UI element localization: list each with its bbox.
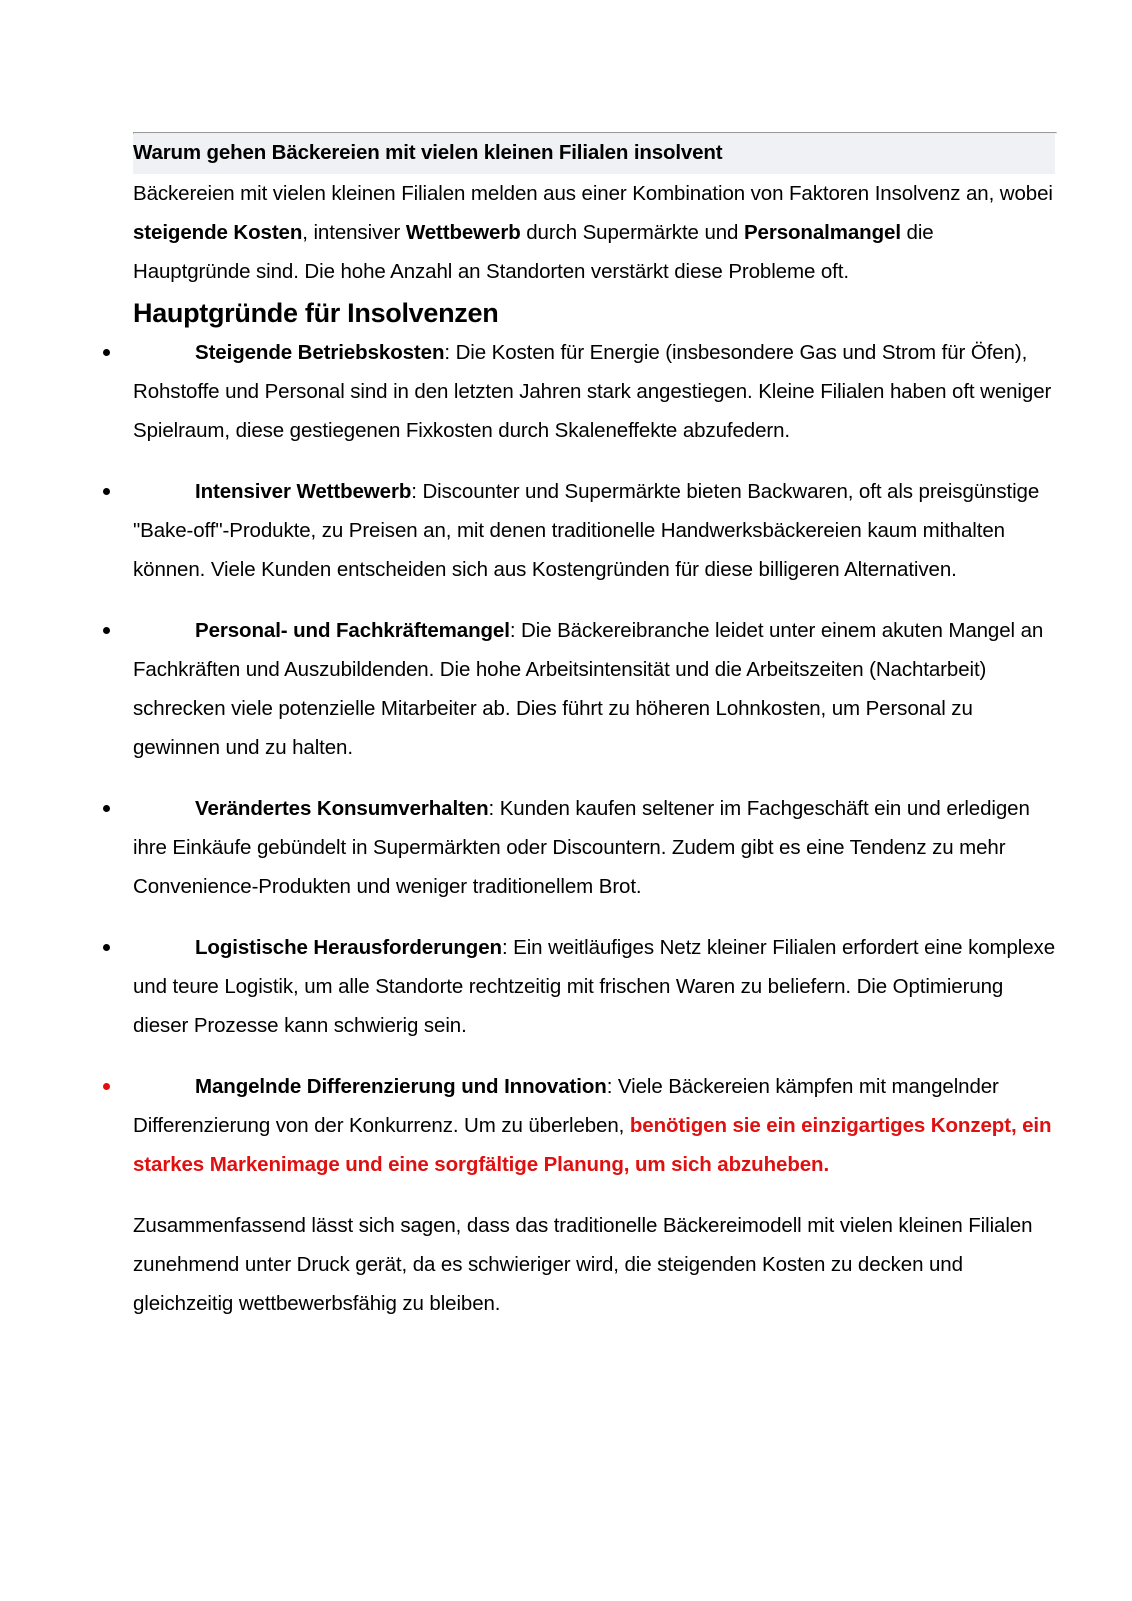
bullet-icon — [103, 488, 110, 495]
list-item-separator: : — [444, 340, 456, 364]
list-item-text: Discounter und Supermärkte bieten Backwaren, oft als preisgünstige "Bake-off"-Produkte, zu Preisen an, mit denen traditionelle Handwerksbäckereien kaum mithalten können. Viele Kunden entscheiden sich aus Kostengründen für diese billigeren Alternativen. — [133, 479, 1040, 581]
section-heading-hauptgruende: Hauptgründe für Insolvenzen — [133, 297, 499, 328]
intro-bold-personalmangel: Personalmangel — [743, 220, 901, 244]
intro-bold-wettbewerb: Wettbewerb — [405, 220, 521, 244]
intro-paragraph-1 — [133, 174, 1055, 213]
list-item — [133, 789, 1055, 906]
list-item-term: Personal- und Fachkräftemangel — [195, 618, 510, 642]
list-item — [133, 1067, 1055, 1184]
list-item-text: Ein weitläufiges Netz kleiner Filialen erfordert eine komplexe und teure Logistik, um alle Standorte rechtzeitig mit frischen Waren zu beliefern. Die Optimierung dieser Prozesse kann schwierig sein. — [133, 935, 1056, 1037]
list-item-text: Viele Bäckereien kämpfen mit mangelnder Differenzierung von der Konkurrenz. Um zu überleben, — [133, 1074, 999, 1137]
list-item-text: Die Bäckereibranche leidet unter einem akuten Mangel an Fachkräften und Auszubildenden. Die hohe Arbeitsintensität und die Arbeitszeiten (Nachtarbeit) schrecken viele potenzielle Mitarbeiter ab. Dies führt zu höheren Lohnkosten, um Personal zu gewinnen und zu halten. — [133, 618, 1044, 759]
bullet-icon — [103, 805, 110, 812]
list-item — [133, 472, 1055, 589]
document-content — [133, 132, 1055, 1323]
list-item — [133, 611, 1055, 767]
intro-mid-1: , intensiver — [302, 220, 406, 244]
intro-bold-steigende-kosten: steigende Kosten — [133, 220, 303, 244]
list-item-text: Die Kosten für Energie (insbesondere Gas und Strom für Öfen), Rohstoffe und Personal sind in den letzten Jahren stark angestiegen. Kleine Filialen haben oft weniger Spielraum, diese gestiegenen Fixkosten durch Skaleneffekte abzufedern. — [133, 340, 1052, 442]
bullet-icon — [103, 944, 110, 951]
list-item-separator: : — [509, 618, 522, 642]
intro-paragraph-2 — [133, 213, 1055, 291]
list-item-separator: : — [411, 479, 423, 503]
intro-mid-2: durch Supermärkte und — [520, 220, 744, 244]
summary-paragraph: Zusammenfassend lässt sich sagen, dass das traditionelle Bäckereimodell mit vielen kleinen Filialen zunehmend unter Druck gerät, da es schwieriger wird, die steigenden Kosten zu decken und gleichzeitig wettbewerbsfähig zu bleiben. — [133, 1213, 1033, 1315]
list-item-term: Mangelnde Differenzierung und Innovation — [195, 1074, 607, 1098]
list-item-separator: : — [488, 796, 500, 820]
list-item-term: Intensiver Wettbewerb — [195, 479, 412, 503]
bullet-icon — [103, 627, 110, 634]
page-title: Warum gehen Bäckereien mit vielen kleinen Filialen insolvent — [133, 134, 1055, 174]
list-item-term: Steigende Betriebskosten — [195, 340, 445, 364]
intro-tail: die Hauptgründe sind. Die hohe Anzahl an Standorten verstärkt diese Probleme oft. — [133, 220, 934, 283]
list-item-text: Kunden kaufen seltener im Fachgeschäft ein und erledigen ihre Einkäufe gebündelt in Supermärkten oder Discountern. Zudem gibt es eine Tendenz zu mehr Convenience-Produkten und weniger traditionellem Brot. — [133, 796, 1030, 898]
list-item-term: Logistische Herausforderungen — [195, 935, 502, 959]
bullet-icon — [103, 349, 110, 356]
list-item-separator: : — [501, 935, 514, 959]
reasons-list — [133, 333, 1055, 1184]
bullet-icon — [103, 1083, 110, 1090]
list-item — [133, 928, 1055, 1045]
list-item — [133, 333, 1055, 450]
list-item-term: Verändertes Konsumverhalten — [195, 796, 489, 820]
intro-text-part1: Bäckereien mit vielen kleinen Filialen melden aus einer Kombination von Faktoren Insolvenz an, wobei — [133, 181, 1053, 205]
list-item-highlight-text: benötigen sie ein einzigartiges Konzept, ein starkes Markenimage und eine sorgfältige Planung, um sich abzuheben. — [133, 1113, 1052, 1176]
list-item-separator: : — [606, 1074, 618, 1098]
